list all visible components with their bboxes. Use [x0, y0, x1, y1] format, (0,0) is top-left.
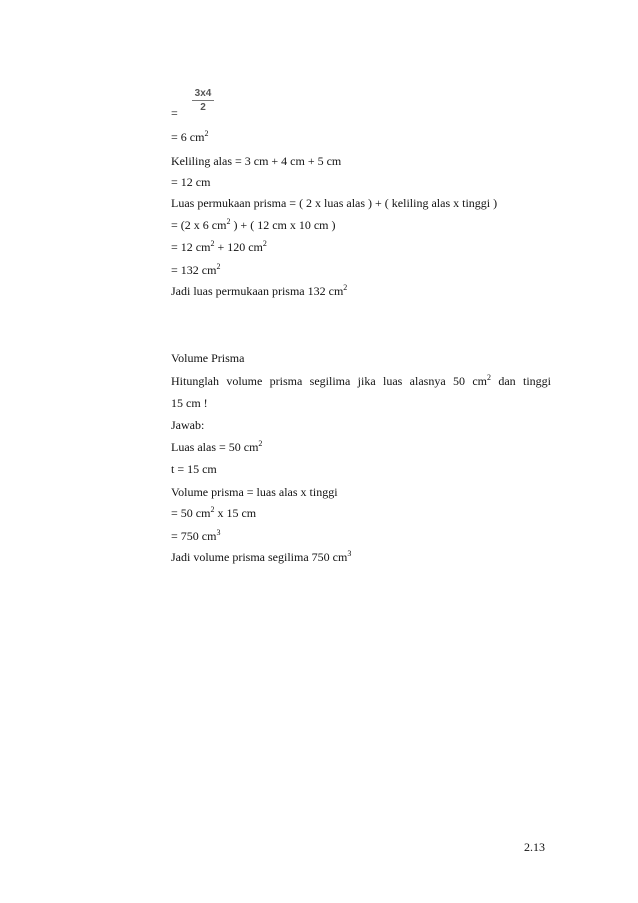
- surface-step1-line: = (2 x 6 $cm^2$ ) + ( 12 cm x 10 cm ): [171, 217, 336, 232]
- volume-question-cont-line: 15 cm !: [171, 396, 208, 410]
- base-area-line: Luas alas = 50 $cm^2$: [171, 439, 263, 454]
- height-line: t = 15 cm: [171, 462, 217, 476]
- surface-conclusion-line: Jadi luas permukaan prisma 132 $cm^2$: [171, 283, 348, 298]
- perimeter-line: Keliling alas = 3 cm + 4 cm + 5 cm: [171, 154, 342, 168]
- fraction-numerator: 3x4: [192, 88, 214, 101]
- volume-step2-line: = 750 $cm^3$: [171, 528, 221, 543]
- surface-step2-line: = 12 $cm^2 + 120$ $cm^2$: [171, 239, 267, 254]
- volume-heading: Volume Prisma: [171, 351, 245, 365]
- volume-conclusion-line: Jadi volume prisma segilima 750 $cm^3$: [171, 549, 352, 564]
- surface-step3-line: = 132 $cm^2$: [171, 262, 221, 277]
- perimeter-result-line: = 12 cm: [171, 175, 211, 189]
- answer-label: Jawab:: [171, 418, 205, 432]
- volume-step1-line: = 50 $cm^2$ x 15 cm: [171, 505, 257, 520]
- equals-line: =: [171, 106, 178, 120]
- area-result-line: = 6 $cm^2$: [171, 129, 209, 144]
- fraction-denominator: 2: [200, 102, 206, 113]
- fraction-image: [192, 88, 214, 113]
- volume-formula-line: Volume prisma = luas alas x tinggi: [171, 485, 338, 499]
- surface-formula-line: Luas permukaan prisma = ( 2 x luas alas ) + ( keliling alas x tinggi ): [171, 196, 498, 210]
- page-number: 2.13: [524, 840, 545, 854]
- volume-question-line: Hitunglah volume prisma segilima jika luas alasnya 50 $cm^2$ dan tinggi: [171, 373, 552, 388]
